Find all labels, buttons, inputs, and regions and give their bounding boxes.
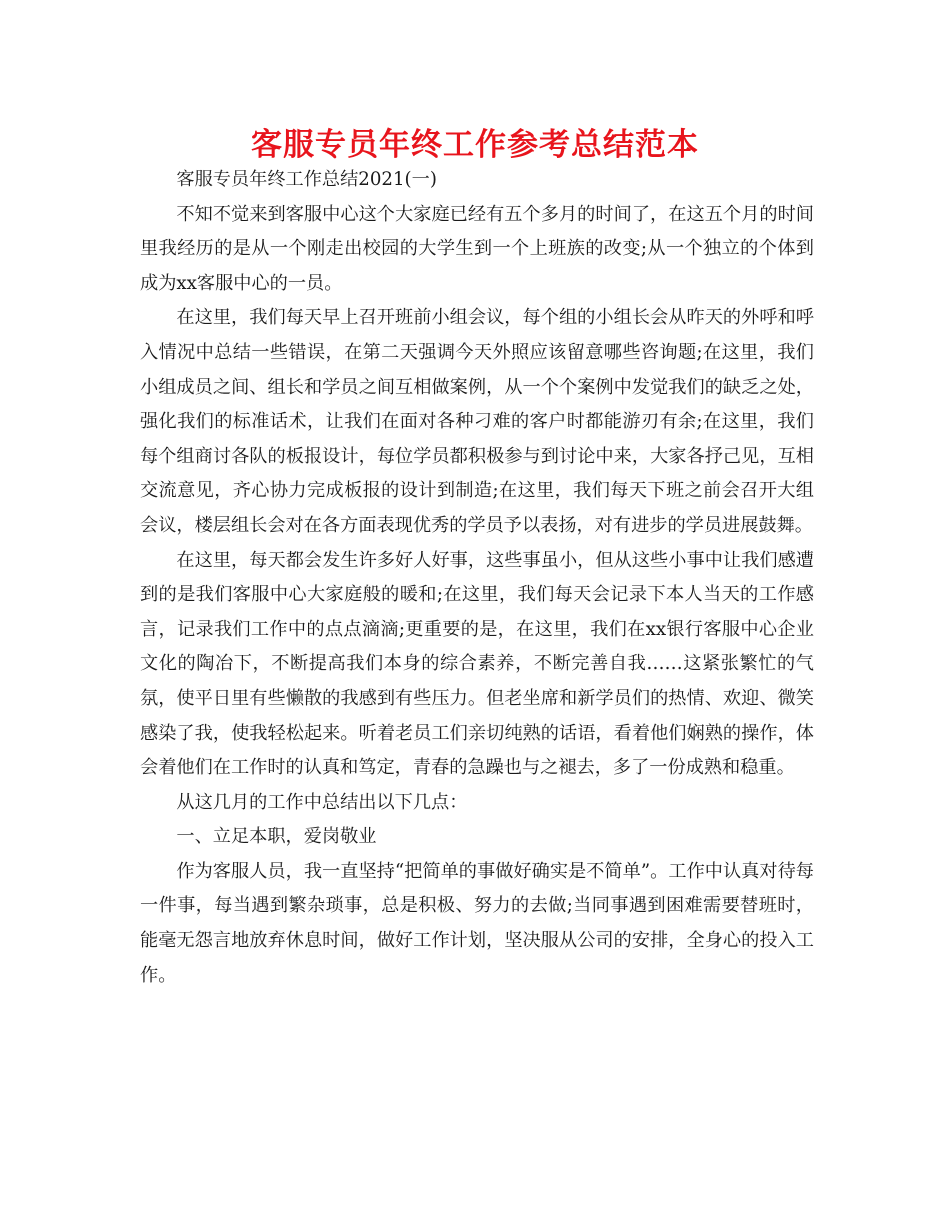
paragraph: 作为客服人员，我一直坚持“把简单的事做好确实是不简单”。工作中认真对待每一件事，每当遇到繁杂琐事，总是积极、努力的去做;当同事遇到困难需要替班时，能毫无怨言地放弃休息时间，做好工作计划，坚决服从公司的安排，全身心的投入工作。 [140,860,814,986]
paragraph: 从这几月的工作中总结出以下几点： [176,791,468,813]
paragraph-subtitle: 客服专员年终工作总结2021(一) [176,169,437,190]
section-heading: 一、立足本职，爱岗敬业 [176,826,377,848]
document-title: 客服专员年终工作参考总结范本 [251,127,699,163]
paragraph: 不知不觉来到客服中心这个大家庭已经有五个多月的时间了，在这五个月的时间里我经历的是从一个刚走出校园的大学生到一个上班族的改变;从一个独立的个体到成为xx客服中心的一员。 [140,203,814,294]
paragraph: 在这里，我们每天早上召开班前小组会议，每个组的小组长会从昨天的外呼和呼入情况中总结一些错误，在第二天强调今天外照应该留意哪些咨询题;在这里，我们小组成员之间、组长和学员之间互相做案例，从一个个案例中发觉我们的缺乏之处，强化我们的标准话术，让我们在面对各种刁难的客户时都能游刃有余;在这里，我们每个组商讨各队的板报设计，每位学员都积极参与到讨论中来，大家各抒己见，互相交流意见，齐心协力完成板报的设计到制造;在这里，我们每天下班之前会召开大组会议，楼层组长会对在各方面表现优秀的学员予以表扬，对有进步的学员进展鼓舞。 [140,307,814,536]
document-body [140,163,814,993]
paragraph: 在这里，每天都会发生许多好人好事，这些事虽小，但从这些小事中让我们感遭到的是我们客服中心大家庭般的暖和;在这里，我们每天会记录下本人当天的工作感言，记录我们工作中的点点滴滴;更重要的是，在这里，我们在xx银行客服中心企业文化的陶冶下，不断提高我们本身的综合素养，不断完善自我……这紧张繁忙的气氛，使平日里有些懒散的我感到有些压力。但老坐席和新学员们的热情、欢迎、微笑感染了我，使我轻松起来。听着老员工们亲切纯熟的话语，看着他们娴熟的操作，体会着他们在工作时的认真和笃定，青春的急躁也与之褪去，多了一份成熟和稳重。 [140,549,814,779]
